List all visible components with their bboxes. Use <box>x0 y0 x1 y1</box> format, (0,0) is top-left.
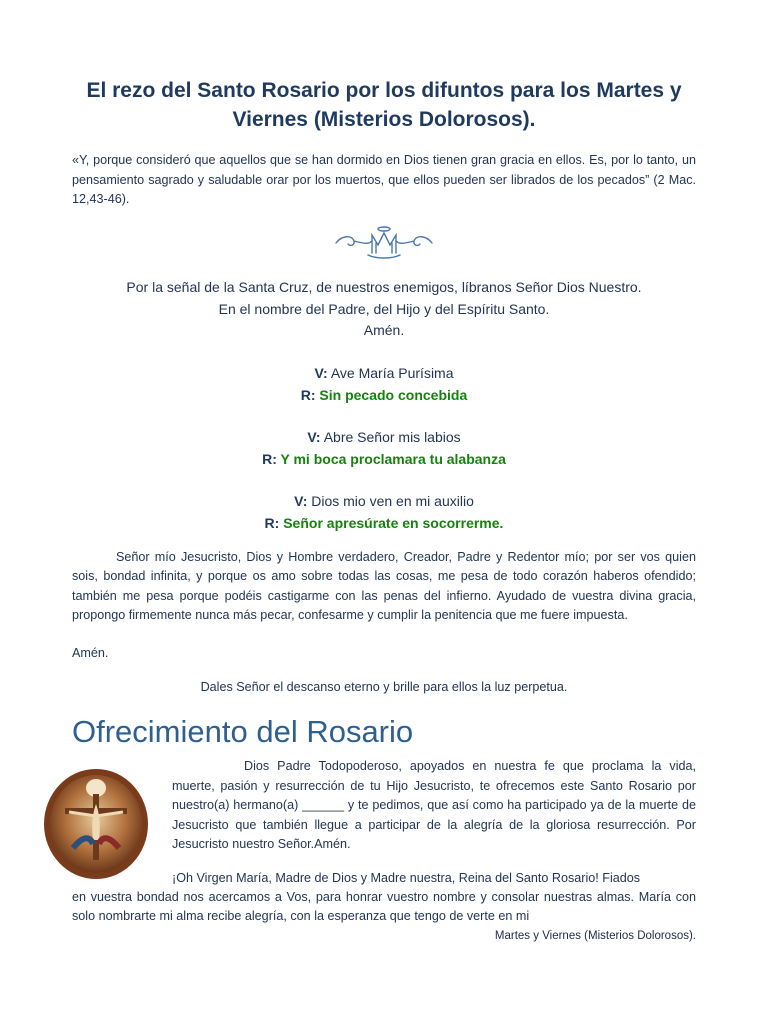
response-line <box>72 513 696 535</box>
v-label: V: <box>314 365 328 381</box>
versicle-2 <box>72 427 696 470</box>
ornament-divider-icon <box>332 223 436 263</box>
scripture-quote: «Y, porque consideró que aquellos que se han dormido en Dios tienen gran gracia en ellos. Es, por lo tanto, un pensamiento sagrado y saludable orar por los muertos, que ellos pueden ser librados de los pecados” (2 Mac. 12,43-46). <box>72 153 696 206</box>
marian-prayer-part-1: ¡Oh Virgen María, Madre de Dios y Madre nuestra, Reina del Santo Rosario! Fiados <box>172 871 641 885</box>
v-text: Ave María Purísima <box>327 365 454 381</box>
r-label: R: <box>264 514 280 531</box>
versicle-1 <box>72 363 696 406</box>
sign-of-cross-line-1: Por la señal de la Santa Cruz, de nuestros enemigos, líbranos Señor Dios Nuestro. <box>126 279 642 295</box>
response-line <box>72 385 696 407</box>
act-of-contrition: Señor mío Jesucristo, Dios y Hombre verdadero, Creador, Padre y Redentor mío; por ser vos quien sois, bondad infinita, y porque os amo sobre todas las cosas, me pesa de todo corazón haberos ofendido; también me pesa porque podéis castigarme con las penas del infierno. Ayudado de vuestra divina gracia, propongo firmemente nunca más pecar, confesarme y cumplir la penitencia que me fuere impuesta. <box>72 550 696 622</box>
versicle-line <box>72 363 696 385</box>
versicle-line <box>72 491 696 513</box>
r-text: Y mi boca proclamara tu alabanza <box>276 450 506 467</box>
v-label: V: <box>294 493 308 509</box>
r-label: R: <box>262 450 277 467</box>
page-title: El rezo del Santo Rosario por los difuntos para los Martes y Viernes (Misterios Dolorosos). <box>86 79 682 131</box>
r-label: R: <box>300 386 316 403</box>
versicle-3 <box>72 491 696 534</box>
offering-prayer: Dios Padre Todopoderoso, apoyados en nuestra fe que proclama la vida, muerte, pasión y resurrección de tu Hijo Jesucristo, te ofrecemos este Santo Rosario por nuestro(a) hermano(a) ______ y te pedimos, que así como ha participado ya de la muerte de Jesucristo que también llegue a participar de la alegría de la gloriosa resurrección. Por Jesucristo nuestro Señor.Amén. <box>172 759 696 851</box>
sign-of-cross-line-2: En el nombre del Padre, del Hijo y del Espíritu Santo. <box>218 300 550 317</box>
eternal-rest-prayer: Dales Señor el descanso eterno y brille para ellos la luz perpetua. <box>200 680 568 694</box>
versicle-line <box>72 427 696 449</box>
section-heading: Ofrecimiento del Rosario <box>72 714 414 749</box>
sign-of-cross-line-3: Amén. <box>363 322 405 338</box>
r-text: Señor apresúrate en socorrerme. <box>279 514 504 531</box>
marian-prayer-part-2: en vuestra bondad nos acercamos a Vos, para honrar vuestro nombre y consolar nuestras almas. María con solo nombrarte mi alma recibe alegría, con la esperanza que tengo de verte en mi <box>72 890 696 924</box>
crucifix-medallion-image <box>43 768 149 880</box>
sign-of-cross <box>72 277 696 342</box>
v-text: Dios mio ven en mi auxilio <box>307 493 474 509</box>
page-footer: Martes y Viernes (Misterios Dolorosos). <box>494 930 696 942</box>
response-line <box>72 449 696 471</box>
r-text: Sin pecado concebida <box>315 386 468 403</box>
v-text: Abre Señor mis labios <box>320 429 461 445</box>
act-of-contrition-amen: Amén. <box>72 646 109 660</box>
v-label: V: <box>307 429 321 445</box>
